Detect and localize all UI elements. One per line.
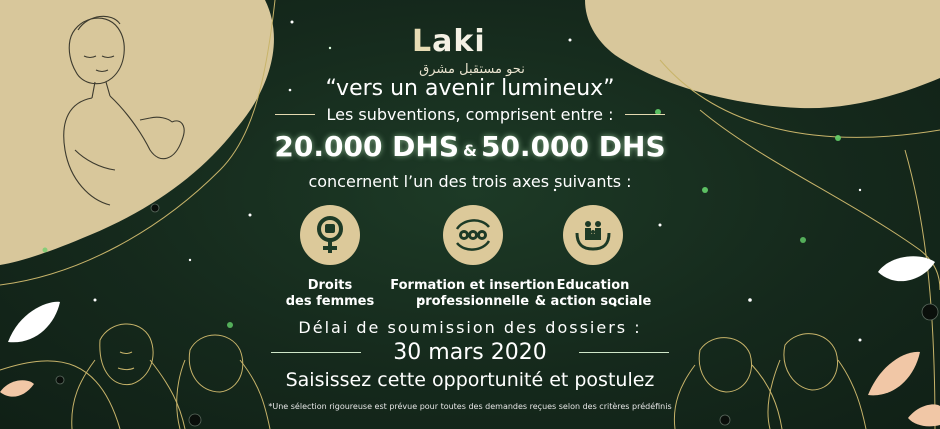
axis-icon-circle [443,205,503,265]
subsidies-intro: Les subventions, comprisent entre : [326,105,614,124]
logo-arabic-tagline: نحو مستقبل مشرق [419,62,525,77]
deadline-date-row [0,340,940,365]
call-to-action: Saisissez cette opportunité et postulez [285,369,655,391]
axis-icon-circle [563,205,623,265]
amount-ampersand: & [463,141,477,160]
deadline-title: Délai de soumission des dossiers : [298,318,642,337]
date-divider-right [579,352,669,353]
divider-right [625,114,665,115]
amount-max: 50.000 DHS [480,130,666,163]
gears-cycle-icon [451,215,495,255]
divider-left [275,114,315,115]
axis-label: Droits des femmes [285,278,375,309]
logo-prefix: L [412,24,433,59]
female-fist-icon [312,215,348,255]
deadline-date: 30 mars 2020 [393,340,547,365]
logo-text: aki [432,24,486,59]
axes-intro: concernent l’un des trois axes suivants : [308,172,632,191]
footnote: *Une sélection rigoureuse est prévue pour toutes des demandes reçues selon des critères prédéfinis [268,402,672,411]
date-divider-left [271,352,361,353]
axis-education-social [518,205,668,310]
white-leaf-right [878,256,935,281]
axis-label: Education & action sociale [534,278,652,309]
subsidies-intro-row [0,105,940,124]
family-hands-icon [573,215,613,255]
amounts [0,130,940,163]
slogan: “vers un avenir lumineux” [325,76,615,101]
axis-womens-rights [255,205,405,310]
axis-label: Formation et insertion professionnelle [390,278,555,309]
amount-min: 20.000 DHS [274,130,460,163]
axis-icon-circle [300,205,360,265]
logo [412,24,542,59]
